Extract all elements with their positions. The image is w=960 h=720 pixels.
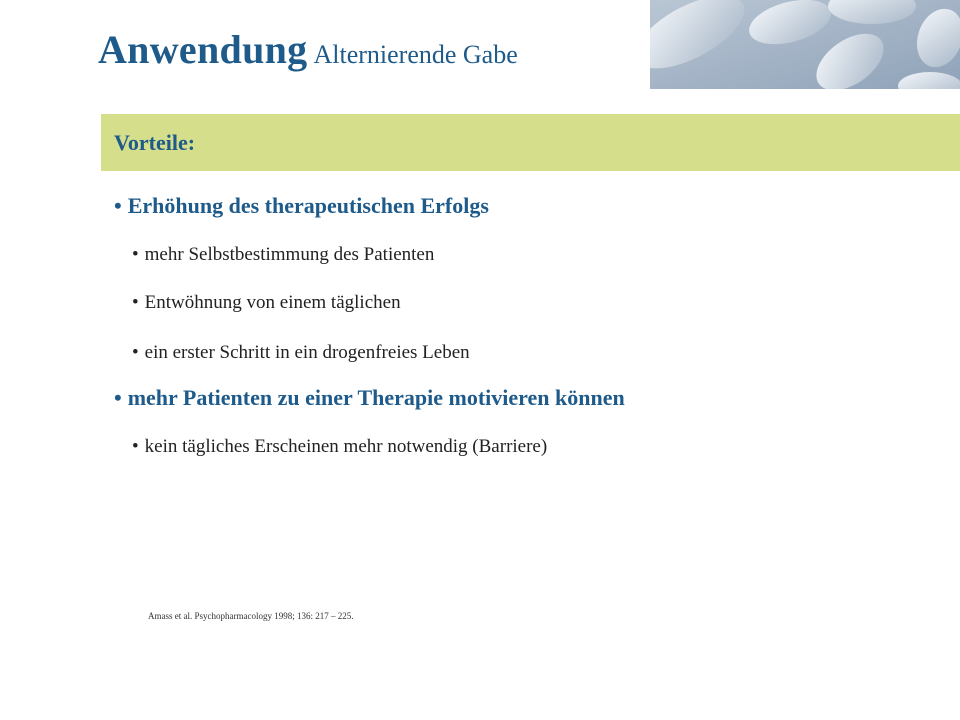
bullet-dot: • [132, 244, 139, 265]
bullet-dot: • [114, 193, 122, 218]
slide-title [98, 26, 518, 73]
bullet-dot: • [132, 436, 139, 457]
bullet-dot: • [132, 342, 139, 363]
bullet-item [114, 193, 489, 219]
sub-bullet-item [132, 244, 434, 266]
sub-bullet-item [132, 292, 401, 314]
title-subtitle: Alternierende Gabe [313, 40, 518, 69]
sub-bullet-item [132, 436, 547, 458]
pills-header-image [650, 0, 960, 89]
bullet-dot: • [132, 292, 139, 313]
advantages-band [101, 114, 960, 171]
bullet-text: mehr Selbstbestimmung des Patienten [144, 244, 435, 265]
title-main: Anwendung [98, 27, 308, 72]
bullet-text: ein erster Schritt in ein drogenfreies Leben [144, 342, 470, 363]
bullet-text: mehr Patienten zu einer Therapie motivieren können [127, 385, 625, 410]
bullet-item [114, 385, 625, 411]
advantages-heading: Vorteile: [114, 130, 196, 155]
sub-bullet-item [132, 342, 470, 364]
bullet-dot: • [114, 385, 122, 410]
bullet-text: Erhöhung des therapeutischen Erfolgs [127, 193, 489, 218]
bullet-text: Entwöhnung von einem täglichen [144, 292, 401, 313]
citation: Amass et al. Psychopharmacology 1998; 136: 217 – 225. [148, 611, 354, 621]
bullet-text: kein tägliches Erscheinen mehr notwendig (Barriere) [144, 436, 548, 457]
